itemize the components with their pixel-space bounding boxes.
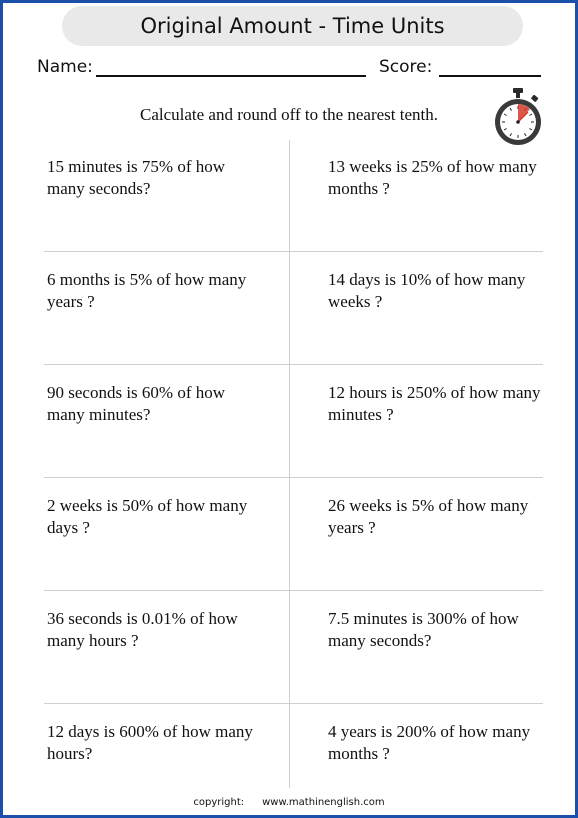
worksheet-title-text: Original Amount - Time Units: [140, 14, 445, 38]
site-link[interactable]: www.mathinenglish.com: [262, 797, 385, 808]
column-divider: [289, 140, 290, 788]
question-3a: 90 seconds is 60% of how many minutes?: [47, 383, 226, 424]
question-3b: 12 hours is 250% of how many minutes ?: [328, 383, 541, 424]
row-divider: [44, 590, 543, 591]
question-6b: 4 years is 200% of how many months ?: [328, 722, 531, 763]
question-1a: 15 minutes is 75% of how many seconds?: [47, 157, 226, 198]
row-divider: [44, 703, 543, 704]
question-grid: [44, 140, 543, 788]
score-field[interactable]: [439, 75, 541, 77]
row-divider: [44, 364, 543, 365]
question-2b: 14 days is 10% of how many weeks ?: [328, 270, 526, 311]
row-divider: [44, 477, 543, 478]
name-label: Name:: [37, 57, 93, 77]
question-4b: 26 weeks is 5% of how many years ?: [328, 496, 529, 537]
question-6a: 12 days is 600% of how many hours?: [47, 722, 253, 763]
stopwatch-icon: [492, 88, 544, 146]
name-score-row: [37, 57, 541, 79]
question-5b: 7.5 minutes is 300% of how many seconds?: [328, 609, 519, 650]
question-4a: 2 weeks is 50% of how many days ?: [47, 496, 248, 537]
question-2a: 6 months is 5% of how many years ?: [47, 270, 247, 311]
question-1b: 13 weeks is 25% of how many months ?: [328, 157, 537, 198]
row-divider: [44, 251, 543, 252]
copyright-label: copyright:: [193, 797, 245, 808]
question-5a: 36 seconds is 0.01% of how many hours ?: [47, 609, 238, 650]
name-field[interactable]: [96, 75, 366, 77]
score-label: Score:: [379, 57, 433, 77]
instruction-text: Calculate and round off to the nearest tenth.: [139, 105, 439, 124]
worksheet-title: [62, 6, 523, 46]
footer: [0, 797, 578, 808]
